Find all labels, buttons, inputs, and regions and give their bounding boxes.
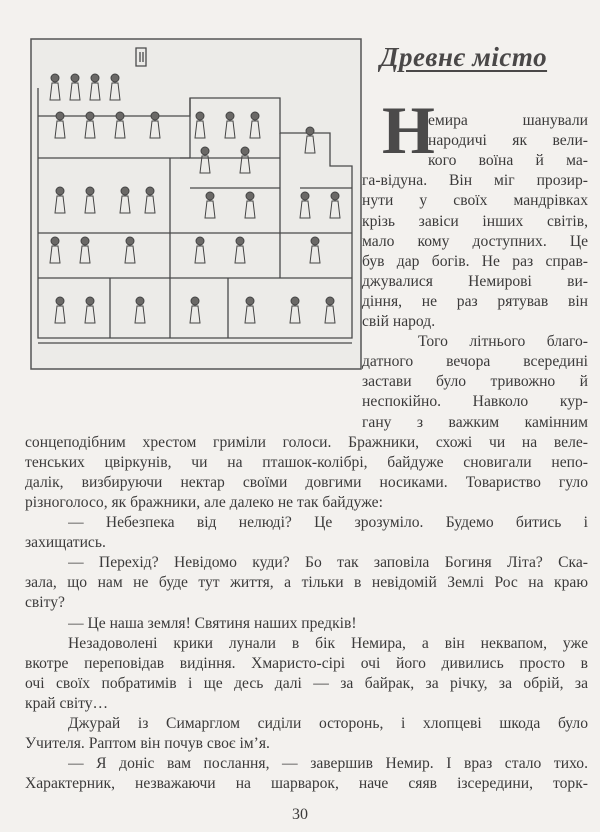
figure-head: [246, 192, 254, 200]
text-line: зала, що нам не буде тут життя, а тільки в невідомій Землі Рос на краю: [25, 574, 588, 592]
figure-head: [51, 74, 59, 82]
text-line: Незадоволені крики лунали в бік Немира, а він неквапом, уже: [68, 634, 588, 652]
text-line: Того літнього благо-: [418, 333, 588, 351]
figure-head: [81, 237, 89, 245]
text-line: сонцеподібним хрестом гриміли голоси. Бражники, схожі чи на веле-: [25, 433, 588, 451]
text-line: — Перехід? Невідомо куди? Бо так заповіла Богиня Літа? Ска-: [68, 554, 588, 572]
figure-head: [86, 187, 94, 195]
figure-head: [241, 147, 249, 155]
figure-head: [226, 112, 234, 120]
figure-head: [86, 297, 94, 305]
figure-head: [91, 74, 99, 82]
figure-head: [126, 237, 134, 245]
figure-head: [301, 192, 309, 200]
figure-head: [146, 187, 154, 195]
figure-head: [151, 112, 159, 120]
figure-head: [56, 112, 64, 120]
text-line: — Це наша земля! Святиня наших предків!: [68, 614, 357, 632]
text-line: — Небезпека від нелюді? Це зрозуміло. Будемо битись і: [68, 514, 588, 531]
figure-head: [311, 237, 319, 245]
text-line: нути у своїх мандрівках: [362, 192, 588, 210]
figure-head: [251, 112, 259, 120]
figure-head: [331, 192, 339, 200]
text-line: світу?: [25, 594, 65, 612]
figure-head: [56, 187, 64, 195]
text-line: діння, не раз рятував він: [362, 292, 588, 310]
chapter-title: Древнє місто: [380, 42, 548, 72]
figure-head: [71, 74, 79, 82]
figure-head: [206, 192, 214, 200]
drop-cap: Н: [382, 92, 435, 168]
text-line: датного вечора всередині: [362, 353, 588, 371]
figure-head: [201, 147, 209, 155]
text-line: га-відуна. Він міг прозир-: [362, 172, 588, 190]
text-line: гану з важким камінним: [362, 413, 588, 431]
text-line: далік, визбируючи нектар своїми довгими носиками. Товариство гуло: [25, 473, 588, 491]
figure-head: [111, 74, 119, 82]
text-line: неспокійно. Навколо кур-: [362, 393, 588, 411]
text-line: очі своїх побратимів і ще десь далі — за байрак, за річку, за обрій, за: [25, 674, 588, 692]
text-line: застави було тривожно й: [362, 373, 588, 391]
text-line: Джурай із Симарглом сиділи осторонь, і хлопцеві шкода було: [68, 715, 588, 732]
text-line: вкотре переповідав видіння. Хмаристо-сірі очі його дивились просто в: [25, 654, 588, 672]
text-line: емира шанували: [428, 112, 588, 129]
text-line: кого воїна й ма-: [428, 152, 588, 170]
text-line: крізь завіси інших світів,: [362, 212, 588, 230]
text-line: Учителя. Раптом він почув своє ім’я.: [25, 735, 270, 753]
figure-head: [246, 297, 254, 305]
page-number: 30: [292, 806, 308, 823]
text-line: різноголосо, як бражники, але далеко не так байдуже:: [25, 493, 383, 511]
text-line: захищатись.: [25, 534, 106, 552]
figure-head: [236, 237, 244, 245]
text-line: край світу…: [25, 694, 109, 712]
text-line: мало кому доступних. Це: [362, 232, 588, 250]
figure-head: [121, 187, 129, 195]
figure-head: [86, 112, 94, 120]
figure-head: [116, 112, 124, 120]
text-line: джувалися Немирові ви-: [362, 272, 588, 290]
figure-head: [51, 237, 59, 245]
text-line: народичі як вели-: [428, 132, 588, 150]
figure-head: [191, 297, 199, 305]
figure-head: [56, 297, 64, 305]
text-line: був дар богів. Не раз справ-: [362, 252, 588, 270]
figure-head: [306, 127, 314, 135]
text-line: Характерник, незважаючи на шарварок, наче сяяв ізсередини, торк-: [25, 775, 588, 793]
figure-head: [196, 112, 204, 120]
text-line: свій народ.: [362, 313, 436, 330]
text-line: — Я доніс вам послання, — завершив Немир. І враз стало тихо.: [68, 755, 588, 773]
illustration-ancient-city: [30, 38, 362, 370]
figure-head: [196, 237, 204, 245]
figure-head: [326, 297, 334, 305]
figure-head: [291, 297, 299, 305]
text-line: тенських цвіркунів, чи на пташок-колібрі, байдуже сновигали непо-: [25, 453, 588, 471]
figure-head: [136, 297, 144, 305]
